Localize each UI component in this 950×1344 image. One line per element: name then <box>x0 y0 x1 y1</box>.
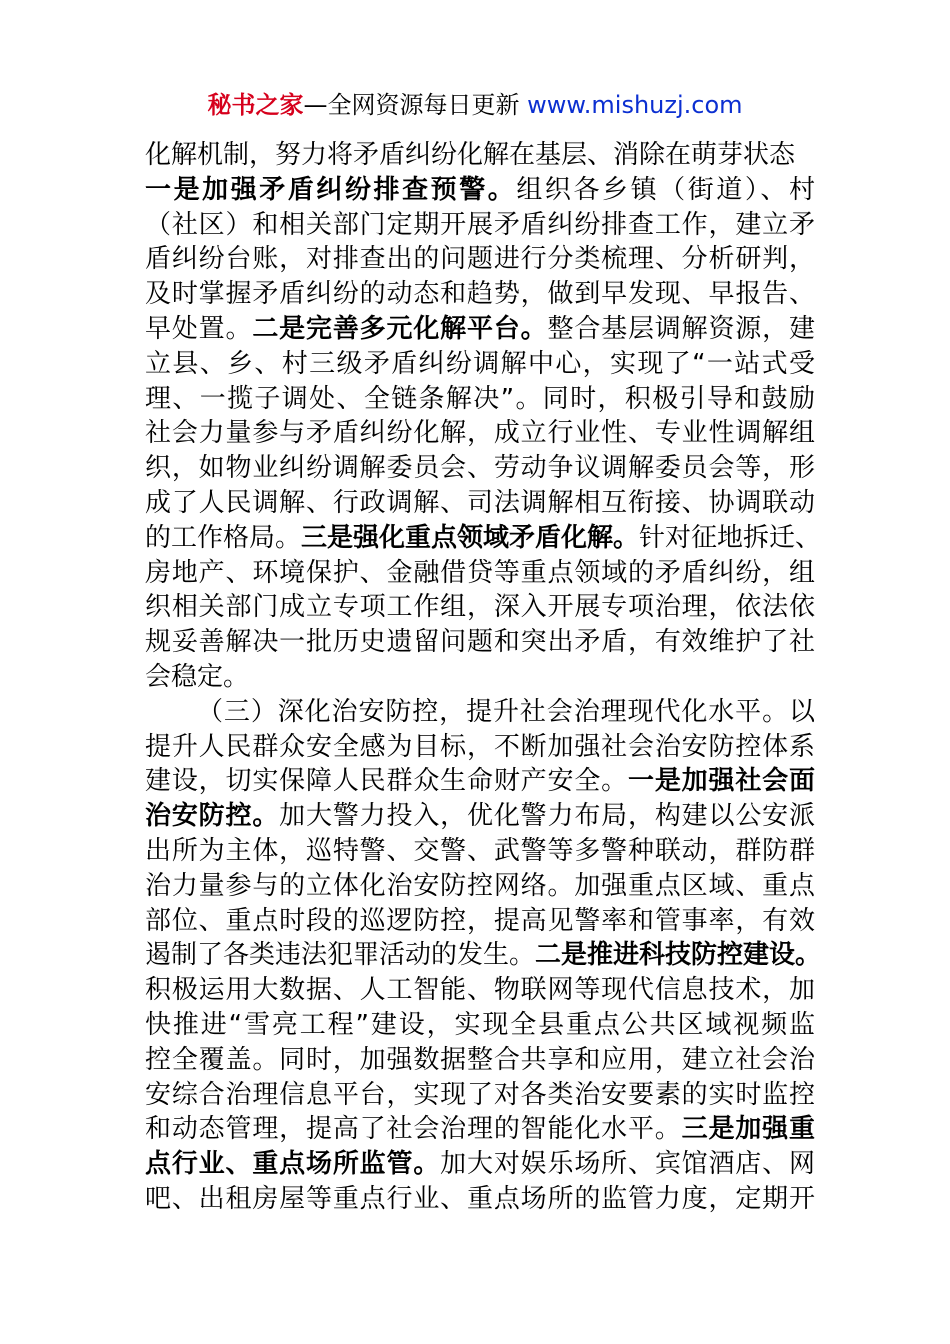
text-line <box>145 695 815 730</box>
text-segment: （社区）和相关部门定期开展矛盾纠纷排查工作，建立矛 <box>145 209 815 240</box>
page-header <box>0 90 950 120</box>
text-segment: 快推进“雪亮工程”建设，实现全县重点公共区域视频监 <box>145 1009 815 1040</box>
text-line <box>145 625 815 660</box>
bold-phrase: 三是加强重 <box>681 1114 815 1145</box>
text-segment: 盾纠纷台账，对排查出的问题进行分类梳理、分析研判， <box>145 244 815 275</box>
text-segment: 织，如物业纠纷调解委员会、劳动争议调解委员会等，形 <box>145 453 815 484</box>
text-line <box>145 382 815 417</box>
text-segment: 组织各乡镇（街道）、村 <box>516 174 815 205</box>
text-segment: 房地产、环境保护、金融借贷等重点领域的矛盾纠纷，组 <box>145 557 815 588</box>
header-brand: 秘书之家 <box>207 91 304 119</box>
text-line <box>145 1043 815 1078</box>
text-line <box>145 1112 815 1147</box>
text-segment: 社会力量参与矛盾纠纷化解，成立行业性、专业性调解组 <box>145 418 815 449</box>
text-line <box>145 764 815 799</box>
text-segment: 治力量参与的立体化治安防控网络。加强重点区域、重点 <box>145 870 815 901</box>
header-slogan: —全网资源每日更新 <box>303 91 520 119</box>
text-line <box>145 138 815 173</box>
text-line <box>145 1008 815 1043</box>
text-segment: 建设，切实保障人民群众生命财产安全。 <box>145 766 628 797</box>
bold-phrase: 二是推进科技防控建设。 <box>535 940 822 971</box>
text-segment: 和动态管理，提高了社会治理的智能化水平。 <box>145 1114 682 1145</box>
text-line <box>145 660 815 695</box>
text-segment: 控全覆盖。同时，加强数据整合共享和应用，建立社会治 <box>145 1044 815 1075</box>
text-segment: 早处置。 <box>145 313 253 344</box>
text-line <box>145 590 815 625</box>
text-segment: 安综合治理信息平台，实现了对各类治安要素的实时监控 <box>145 1079 815 1110</box>
text-line <box>145 521 822 556</box>
document-body <box>145 138 822 1217</box>
text-line <box>145 208 815 243</box>
text-line <box>145 730 815 765</box>
text-line <box>145 277 815 312</box>
text-segment: 遏制了各类违法犯罪活动的发生。 <box>145 940 536 971</box>
text-segment: 立县、乡、村三级矛盾纠纷调解中心，实现了“一站式受 <box>145 348 815 379</box>
text-line <box>145 1182 815 1217</box>
text-line <box>145 869 815 904</box>
text-segment: 提升人民群众安全感为目标，不断加强社会治安防控体系 <box>145 731 815 762</box>
text-segment: 整合基层调解资源，建 <box>547 313 815 344</box>
text-segment: 会稳定。 <box>145 661 250 692</box>
text-segment: 加大对娱乐场所、宾馆酒店、网 <box>440 1149 815 1180</box>
text-segment: 化解机制，努力将矛盾纠纷化解在基层、消除在萌芽状态 <box>145 140 796 170</box>
text-segment: 的工作格局。 <box>145 522 302 553</box>
header-url-link[interactable]: www.mishuzj.com <box>519 91 743 119</box>
text-line <box>145 312 815 347</box>
bold-phrase: 三是强化重点领域矛盾化解。 <box>301 522 640 553</box>
text-segment: 织相关部门成立专项工作组，深入开展专项治理，依法依 <box>145 592 815 623</box>
text-line <box>145 486 815 521</box>
text-segment: 出所为主体，巡特警、交警、武警等多警种联动，群防群 <box>145 835 815 866</box>
bold-phrase: 治安防控。 <box>145 801 280 832</box>
text-segment: （三）深化治安防控，提升社会治理现代化水平。以 <box>197 696 815 727</box>
text-line <box>145 173 815 208</box>
text-segment: 规妥善解决一批历史遗留问题和突出矛盾，有效维护了社 <box>145 627 815 658</box>
bold-phrase: 二是完善多元化解平台。 <box>252 313 548 344</box>
bold-phrase: 一是加强社会面 <box>627 766 815 797</box>
text-line <box>145 416 815 451</box>
text-segment: 及时掌握矛盾纠纷的动态和趋势，做到早发现、早报告、 <box>145 279 815 310</box>
text-segment: 积极运用大数据、人工智能、物联网等现代信息技术，加 <box>145 975 815 1006</box>
text-line <box>145 1147 815 1182</box>
text-line <box>145 834 815 869</box>
text-line <box>145 451 815 486</box>
text-segment: 针对征地拆迁、 <box>639 522 822 553</box>
bold-phrase: 一是加强矛盾纠纷排查预警。 <box>145 174 517 205</box>
text-segment: 吧、出租房屋等重点行业、重点场所的监管力度，定期开 <box>145 1183 815 1214</box>
text-segment: 加大警力投入，优化警力布局，构建以公安派 <box>279 801 815 832</box>
text-line <box>145 1078 815 1113</box>
text-line <box>145 242 815 277</box>
text-line <box>145 556 815 591</box>
text-segment: 成了人民调解、行政调解、司法调解相互衔接、协调联动 <box>145 487 815 518</box>
text-line <box>145 347 815 382</box>
text-segment: 理、一揽子调处、全链条解决”。同时，积极引导和鼓励 <box>145 383 815 414</box>
text-line <box>145 973 815 1008</box>
text-line <box>145 904 815 939</box>
text-segment: 部位、重点时段的巡逻防控，提高见警率和管事率，有效 <box>145 905 815 936</box>
text-line <box>145 938 822 973</box>
text-line <box>145 799 815 834</box>
bold-phrase: 点行业、重点场所监管。 <box>145 1149 441 1180</box>
